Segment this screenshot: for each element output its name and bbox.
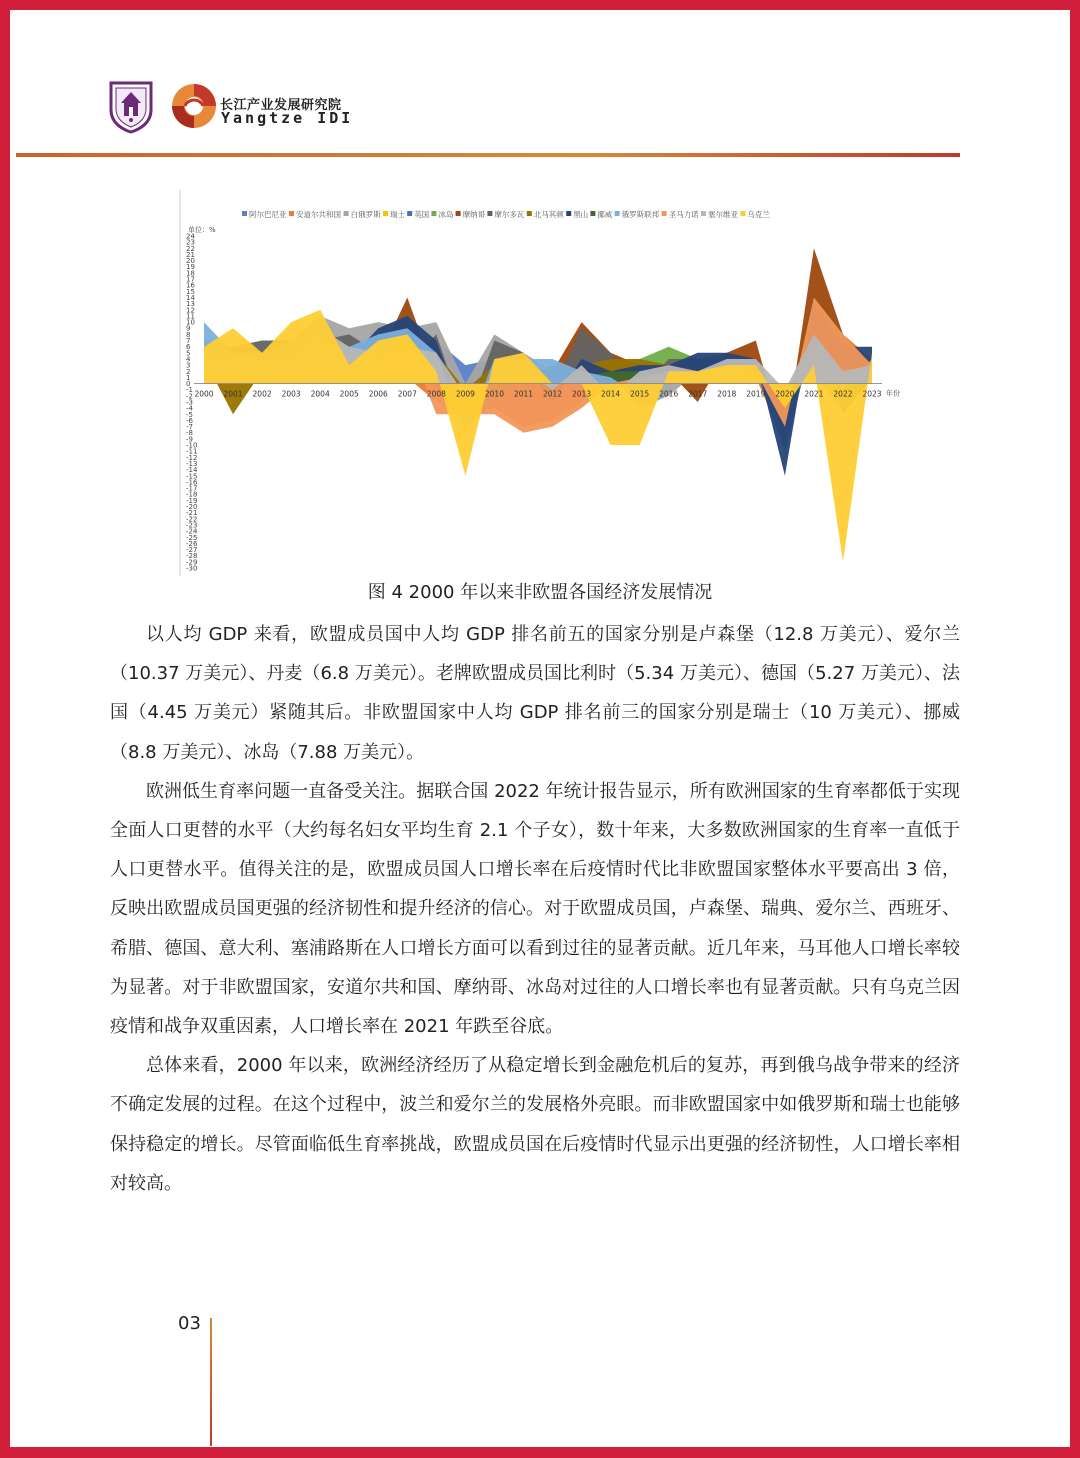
x-tick-label: 2013 (572, 389, 592, 399)
x-tick-label: 2019 (746, 389, 766, 399)
legend-label-12: 俄罗斯联邦 (621, 210, 660, 219)
x-tick-label: 2016 (659, 389, 679, 399)
y-tick-label: 6 (186, 343, 191, 352)
legend-swatch-11 (590, 211, 595, 216)
legend-swatch-3 (344, 211, 349, 216)
y-tick-label: -12 (186, 453, 198, 462)
y-tick-label: 22 (186, 244, 195, 253)
x-tick-label: 2010 (484, 389, 504, 399)
legend-swatch-2 (289, 211, 294, 216)
legend-swatch-8 (487, 211, 492, 216)
x-tick-label: 2015 (630, 389, 650, 399)
y-tick-label: 23 (186, 238, 195, 247)
header-divider (16, 153, 960, 157)
y-tick-label: -18 (186, 490, 198, 499)
y-tick-label: -6 (186, 416, 193, 425)
y-tick-label: 8 (186, 330, 191, 339)
page-header (10, 10, 1070, 160)
y-tick-label: -17 (186, 484, 198, 493)
y-tick-label: 3 (186, 361, 191, 370)
legend-label-14: 塞尔维亚 (708, 210, 738, 219)
x-tick-label: 2008 (426, 389, 446, 399)
chart-svg (170, 180, 900, 580)
legend-swatch-4 (383, 211, 388, 216)
x-tick-label: 2009 (455, 389, 475, 399)
page-number-divider (210, 1318, 212, 1446)
university-seal-logo (108, 80, 154, 134)
x-tick-label: 2018 (717, 389, 737, 399)
legend-label-8: 摩尔多瓦 (494, 210, 525, 219)
y-tick-label: -1 (186, 386, 193, 395)
y-tick-label: -4 (186, 404, 193, 413)
legend-label-6: 冰岛 (438, 210, 454, 219)
y-tick-label: -20 (186, 503, 198, 512)
legend-label-7: 摩纳哥 (462, 210, 486, 219)
legend-label-11: 挪威 (597, 210, 613, 219)
y-tick-label: 18 (186, 269, 195, 278)
x-tick-label: 2021 (804, 389, 824, 399)
legend-label-4: 瑞士 (390, 210, 405, 219)
figure-caption: 图 4 2000 年以来非欧盟各国经济发展情况 (367, 582, 713, 603)
legend-swatch-5 (407, 211, 412, 216)
x-tick-label: 2005 (339, 389, 359, 399)
paragraph-gdp-per-capita: 以人均 GDP 来看，欧盟成员国中人均 GDP 排名前五的国家分别是卢森堡（12.8 万美元）、爱尔兰（10.37 万美元）、丹麦（6.8 万美元）。老牌欧盟成员国比利时（5.34 万美元）、德国（5.27 万美元）、法国（4.45 万美元）紧随其后。非欧盟国家中人均 GDP 排名前三的国家分别是瑞士（10 万美元）、挪威（8.8 万美元）、冰岛（7.88 万美元）。 (110, 624, 960, 763)
x-axis-label: 年份 (886, 389, 900, 398)
legend-swatch-6 (431, 211, 436, 216)
y-tick-label: -5 (186, 410, 193, 419)
y-tick-label: -21 (186, 509, 198, 518)
org-english-name: Yangtze IDI (221, 109, 354, 127)
y-tick-label: -11 (186, 447, 198, 456)
legend-label-3: 白俄罗斯 (350, 210, 381, 219)
y-tick-label: -10 (186, 441, 198, 450)
y-tick-label: 2 (186, 367, 191, 376)
y-tick-label: 24 (186, 232, 195, 241)
x-tick-label: 2012 (542, 389, 563, 399)
y-tick-label: -23 (186, 521, 198, 530)
x-tick-label: 2023 (862, 389, 882, 399)
y-tick-label: 20 (186, 257, 195, 266)
x-tick-label: 2003 (281, 389, 301, 399)
legend-label-13: 圣马力诺 (668, 210, 699, 219)
y-tick-label: -26 (186, 539, 198, 548)
legend-swatch-7 (456, 211, 461, 216)
x-tick-label: 2011 (513, 389, 534, 399)
y-tick-label: 11 (186, 312, 195, 321)
legend-swatch-15 (740, 211, 745, 216)
y-tick-label: -29 (186, 558, 198, 567)
x-tick-label: 2014 (601, 389, 621, 399)
legend-swatch-1 (242, 211, 247, 216)
y-tick-label: 5 (186, 349, 191, 358)
org-name: 长江产业发展研究院 (220, 98, 342, 113)
y-tick-label: 14 (186, 293, 195, 302)
y-tick-label: -13 (186, 459, 198, 468)
legend-label-1: 阿尔巴尼亚 (249, 210, 287, 219)
y-tick-label: 15 (186, 287, 195, 296)
y-tick-label: 21 (186, 250, 195, 259)
y-tick-label: -8 (186, 429, 193, 438)
y-tick-label: 16 (186, 281, 195, 290)
y-tick-label: -3 (186, 398, 193, 407)
y-tick-label: -7 (186, 423, 193, 432)
legend-swatch-13 (662, 211, 667, 216)
y-tick-label: 19 (186, 263, 195, 272)
y-tick-label: -24 (186, 527, 198, 536)
x-tick-label: 2006 (368, 389, 388, 399)
y-axis-unit-label: 单位：% (188, 226, 216, 234)
paragraph-fertility: 欧洲低生育率问题一直备受关注。据联合国 2022 年统计报告显示，所有欧洲国家的生育率都低于实现全面人口更替的水平（大约每名妇女平均生育 2.1 个子女），数十年来，大多数欧洲国家的生育率一直低于人口更替水平。值得关注的是，欧盟成员国人口增长率在后疫情时代比非欧盟国家整体水平要高出 3 倍，反映出欧盟成员国更强的经济韧性和提升经济的信心。对于欧盟成员国，卢森堡、瑞典、爱尔兰、西班牙、希腊、德国、意大利、塞浦路斯在人口增长方面可以看到过往的显著贡献。近几年来，马耳他人口增长率较为显著。对于非欧盟国家，安道尔共和国、摩纳哥、冰岛对过往的人口增长率也有显著贡献。只有乌克兰因疫情和战争双重因素，人口增长率在 2021 年跌至谷底。 (110, 780, 960, 1038)
y-tick-label: -22 (186, 515, 198, 524)
x-tick-label: 2022 (833, 389, 853, 399)
page-sheet (10, 10, 1070, 1447)
legend-label-10: 黑山 (573, 210, 589, 219)
y-tick-label: -14 (186, 466, 198, 475)
legend-swatch-10 (566, 211, 571, 216)
y-tick-label: 17 (186, 275, 195, 284)
gdp-growth-chart (170, 180, 900, 580)
y-tick-label: 9 (186, 324, 191, 333)
y-tick-label: 10 (186, 318, 195, 327)
y-tick-label: -28 (186, 552, 198, 561)
legend-label-9: 北马其顿 (533, 210, 564, 219)
x-tick-label: 2017 (688, 389, 708, 399)
y-tick-label: 13 (186, 300, 195, 309)
y-tick-label: 1 (186, 373, 191, 382)
x-tick-label: 2020 (775, 389, 795, 399)
yangtze-idi-logo (170, 82, 218, 130)
x-tick-label: 2001 (223, 389, 243, 399)
legend-label-2: 安道尔共和国 (296, 210, 341, 219)
legend-swatch-14 (701, 211, 706, 216)
legend-swatch-12 (615, 211, 620, 216)
series-area-15 (204, 310, 872, 562)
page-number: 03 (178, 1313, 201, 1334)
y-tick-label: 0 (186, 380, 191, 389)
y-tick-label: 4 (186, 355, 191, 364)
y-tick-label: -16 (186, 478, 198, 487)
x-tick-label: 2004 (310, 389, 330, 399)
y-tick-label: -25 (186, 533, 198, 542)
body-text (110, 615, 960, 1203)
x-tick-label: 2007 (397, 389, 417, 399)
y-tick-label: -27 (186, 546, 198, 555)
x-tick-label: 2002 (252, 389, 272, 399)
y-tick-label: -2 (186, 392, 193, 401)
y-tick-label: 7 (186, 337, 191, 346)
y-tick-label: -15 (186, 472, 198, 481)
x-tick-label: 2000 (194, 389, 214, 399)
y-tick-label: 12 (186, 306, 195, 315)
legend-label-15: 乌克兰 (747, 210, 770, 219)
y-tick-label: -30 (186, 564, 198, 573)
y-tick-label: -19 (186, 496, 198, 505)
legend-label-5: 英国 (414, 210, 430, 219)
legend-swatch-9 (527, 211, 532, 216)
y-tick-label: -9 (186, 435, 193, 444)
paragraph-summary: 总体来看，2000 年以来，欧洲经济经历了从稳定增长到金融危机后的复苏，再到俄乌战争带来的经济不确定发展的过程。在这个过程中，波兰和爱尔兰的发展格外亮眼。而非欧盟国家中如俄罗斯和瑞士也能够保持稳定的增长。尽管面临低生育率挑战，欧盟成员国在后疫情时代显示出更强的经济韧性，人口增长率相对较高。 (110, 1055, 960, 1194)
